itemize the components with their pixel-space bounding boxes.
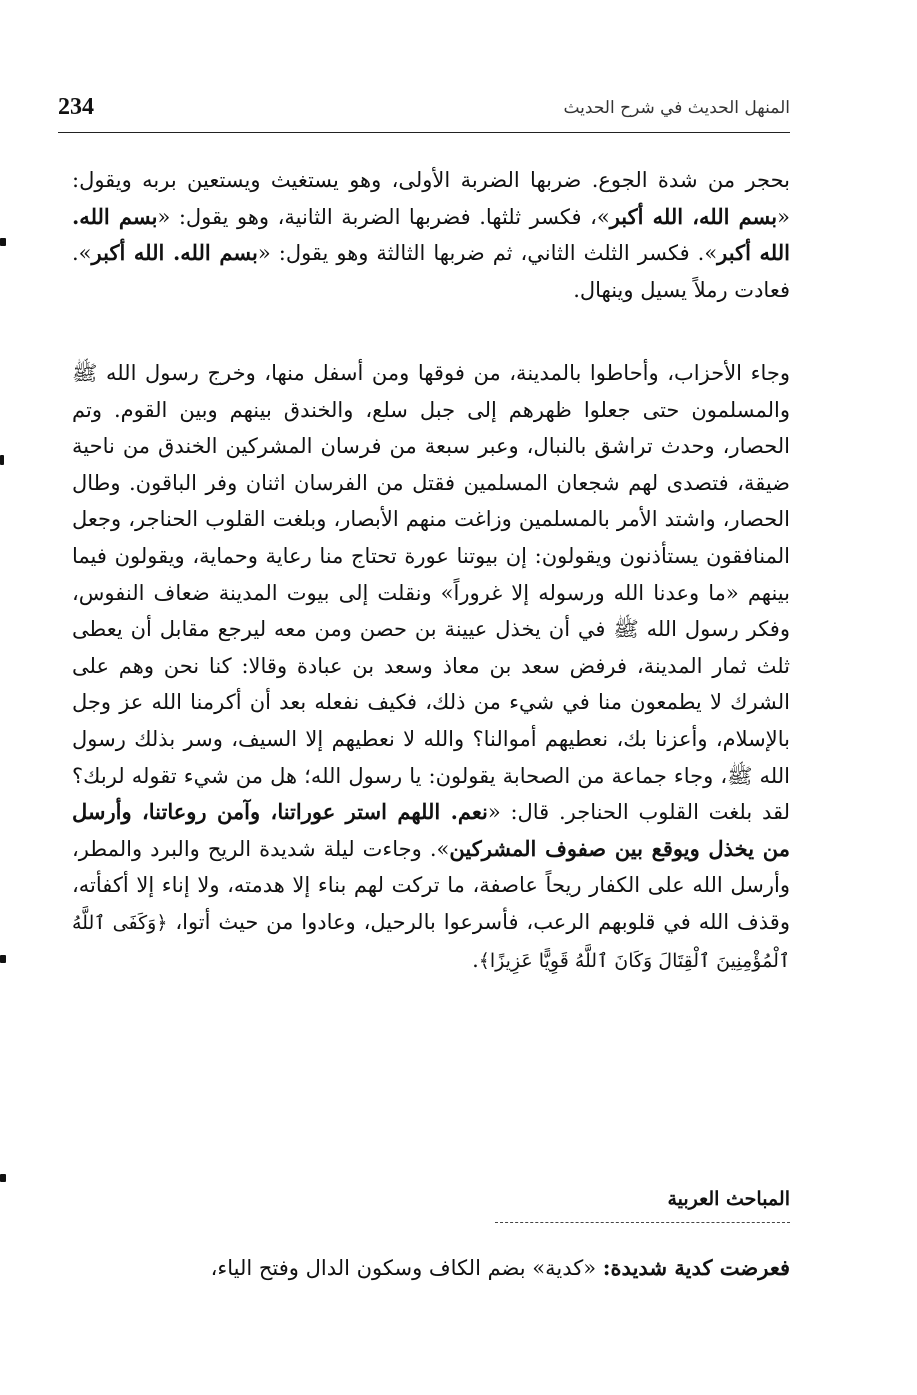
page-header — [58, 92, 790, 133]
section-divider — [495, 1222, 790, 1223]
margin-mark — [0, 955, 6, 963]
paragraph-2 — [72, 355, 790, 979]
text-run: «كدية» بضم الكاف وسكون الدال وفتح الياء، — [210, 1256, 603, 1280]
bold-phrase: بسم الله. الله أكبر — [91, 240, 258, 266]
running-title: المنهل الحديث في شرح الحديث — [563, 98, 790, 118]
bold-term: فعرضت كدية شديدة: — [602, 1255, 790, 1280]
text-run: »، فكسر ثلثها. فضربها الضربة الثانية، وهو يقول: « — [157, 204, 610, 229]
paragraph-1 — [72, 162, 790, 308]
section-heading: المباحث العربية — [667, 1188, 790, 1210]
margin-mark — [0, 455, 4, 465]
text-run: ». وجاءت ليلة شديدة الريح والبرد والمطر، وأرسل الله على الكفار ريحاً عاصفة، ما تركت لهم بناء إلا هدمته، ولا إناء إلا أكفأته، وقذف الله في قلوبهم الرعب، فأسرعوا بالرحيل، وعادوا من حيث أتوا، — [72, 836, 790, 934]
margin-mark — [0, 1174, 6, 1182]
page-number: 234 — [58, 94, 94, 120]
text-run: ». فعادت رملاً يسيل وينهال. — [72, 241, 790, 302]
bold-phrase: بسم الله، الله أكبر — [609, 203, 778, 229]
paragraph-3 — [72, 1250, 790, 1287]
text-run: بحجر من شدة الجوع. ضربها الضربة الأولى، وهو يستغيث ويستعين بربه ويقول: « — [72, 168, 790, 229]
text-run: . — [472, 947, 479, 972]
quran-verse: ﴿وَكَفَى ٱللَّهُ ٱلْمُؤْمِنِينَ ٱلْقِتَالَ وَكَانَ ٱللَّهُ قَوِيًّا عَزِيزًا﴾ — [72, 911, 790, 972]
bold-phrase: نعم. اللهم استر عوراتنا، وآمن روعاتنا، وأرسل من يخذل ويوقع بين صفوف المشركين — [72, 799, 790, 861]
margin-mark — [0, 238, 6, 246]
text-run: ». فكسر الثلث الثاني، ثم ضربها الثالثة وهو يقول: « — [257, 241, 718, 266]
bold-phrase: بسم الله. الله أكبر — [72, 203, 790, 266]
text-run: وجاء الأحزاب، وأحاطوا بالمدينة، من فوقها ومن أسفل منها، وخرج رسول الله ﷺ والمسلمون حتى جعلوا ظهرهم إلى جبل سلع، والخندق بينهم وبين القوم. وتم الحصار، وحدث تراشق بالنبال، وعبر سبعة من فرسان المشركين الخندق من ناحية ضيقة، فتصدى لهم شجعان المسلمين فقتل من الفرسان اثنان وفر الباقون. وطال الحصار، واشتد الأمر بالمسلمين وزاغت منهم الأبصار، وبلغت القلوب الحناجر، وجعل المنافقون يستأذنون ويقولون: إن بيوتنا عورة تحتاج منا رعاية وحماية، ويقولون فيما بينهم «ما وعدنا الله ورسوله إلا غروراً» ونقلت إلى بيوت المدينة ضعاف النفوس، وفكر رسول الله ﷺ في أن يخذل عيينة بن حصن ومن معه ليرجع مقابل أن يعطى ثلث ثمار المدينة، فرفض سعد بن معاذ وسعد بن عبادة وقالا: كنا نحن وهم على الشرك لا يطمعون منا في شيء من ذلك، فكيف نفعله بعد أن أكرمنا الله عز وجل بالإسلام، وأعزنا بك، نعطيهم أموالنا؟ والله لا نعطيهم إلا السيف، وسر بذلك رسول الله ﷺ، وجاء جماعة من الصحابة يقولون: يا رسول الله؛ هل من شيء تقوله لربك؟ لقد بلغت القلوب الحناجر. قال: « — [72, 361, 790, 825]
